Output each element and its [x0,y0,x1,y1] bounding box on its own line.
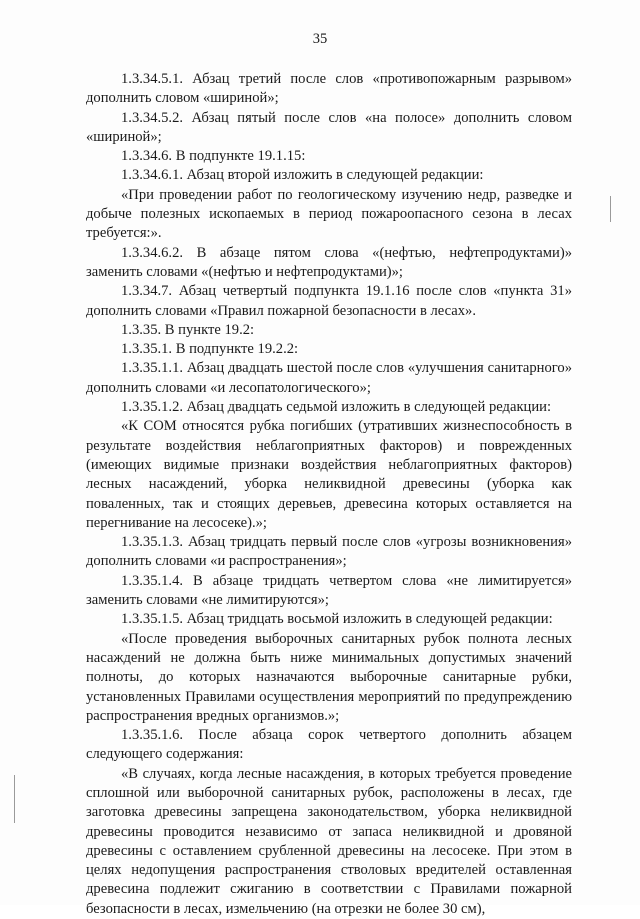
paragraph-1-3-35-1: 1.3.35.1. В подпункте 19.2.2: [121,341,299,358]
quoted-paragraph-selective-cutting: «После проведения выборочных санитарных рубок полнота лесных насаждений не должна быть ниже минимальных допустимых значений полноты, до которых назначаются выборочные санитарные рубки, установленных Правилами осуществления мероприятий по предупреждению распространения вредных организмов.»; [86,630,572,724]
scan-mark-left [14,775,15,823]
quoted-paragraph-som: «К СОМ относятся рубка погибших (утративших жизнеспособность в результате воздействия неблагоприятных факторов) и поврежденных (имеющих видимые признаки воздействия неблагоприятных факторов) лесных насаждений, уборка неликвидной древесины (уборка как поваленных, так и стоящих деревьев, древесина которых оставляется на перегнивание на лесосеке).»; [86,418,572,531]
paragraph-1-3-34-5-2: 1.3.34.5.2. Абзац пятый после слов «на полосе» дополнить словом «шириной»; [86,109,572,145]
paragraph-1-3-35-1-2: 1.3.35.1.2. Абзац двадцать седьмой изложить в следующей редакции: [121,399,552,416]
paragraph-1-3-34-6-1: 1.3.34.6.1. Абзац второй изложить в следующей редакции: [121,167,484,184]
paragraph-1-3-35-1-4: 1.3.35.1.4. В абзаце тридцать четвертом слова «не лимитируется» заменить словами «не лимитируются»; [86,572,572,609]
paragraph-1-3-35: 1.3.35. В пункте 19.2: [121,321,255,338]
quoted-paragraph-protected-forests: «В случаях, когда лесные насаждения, в которых требуется проведение сплошной или выборочной санитарных рубок, расположены в лесах, где заготовка древесины запрещена законодательством, уборка неликвидной древесины проводится независимо от запаса неликвидной и дровяной древесины с оставлением срубленной древесины на лесосеке. При этом в целях недопущения распространения стволовых вредителей оставленная древесина подлежит сжиганию в соответствии с Правилами пожарной безопасности в лесах, измельчению (на отрезки не более 30 см), [86,765,572,917]
document-body [86,70,572,919]
paragraph-1-3-35-1-1: 1.3.35.1.1. Абзац двадцать шестой после слов «улучшения санитарного» дополнить словами «и лесопатологического»; [86,360,572,396]
paragraph-1-3-35-1-6: 1.3.35.1.6. После абзаца сорок четвертого дополнить абзацем следующего содержания: [86,727,572,763]
paragraph-1-3-34-5-1: 1.3.34.5.1. Абзац третий после слов «противопожарным разрывом» дополнить словом «шириной»; [86,71,572,107]
scan-mark-right [610,196,611,222]
paragraph-1-3-34-7: 1.3.34.7. Абзац четвертый подпункта 19.1.16 после слов «пункта 31» дополнить словами «Правил пожарной безопасности в лесах». [86,283,572,319]
paragraph-1-3-35-1-3: 1.3.35.1.3. Абзац тридцать первый после слов «угрозы возникновения» дополнить словами «и распространения»; [86,534,572,570]
paragraph-1-3-35-1-5: 1.3.35.1.5. Абзац тридцать восьмой изложить в следующей редакции: [121,611,553,628]
paragraph-1-3-34-6-2: 1.3.34.6.2. В абзаце пятом слова «(нефтью, нефтепродуктами)» заменить словами «(нефтью и нефтепродуктами)»; [86,244,572,280]
quoted-paragraph-geology: «При проведении работ по геологическому изучению недр, разведке и добыче полезных ископаемых в период пожароопасного сезона в лесах требуется:». [86,186,572,242]
paragraph-1-3-34-6: 1.3.34.6. В подпункте 19.1.15: [121,148,306,165]
page-number: 35 [312,31,328,47]
